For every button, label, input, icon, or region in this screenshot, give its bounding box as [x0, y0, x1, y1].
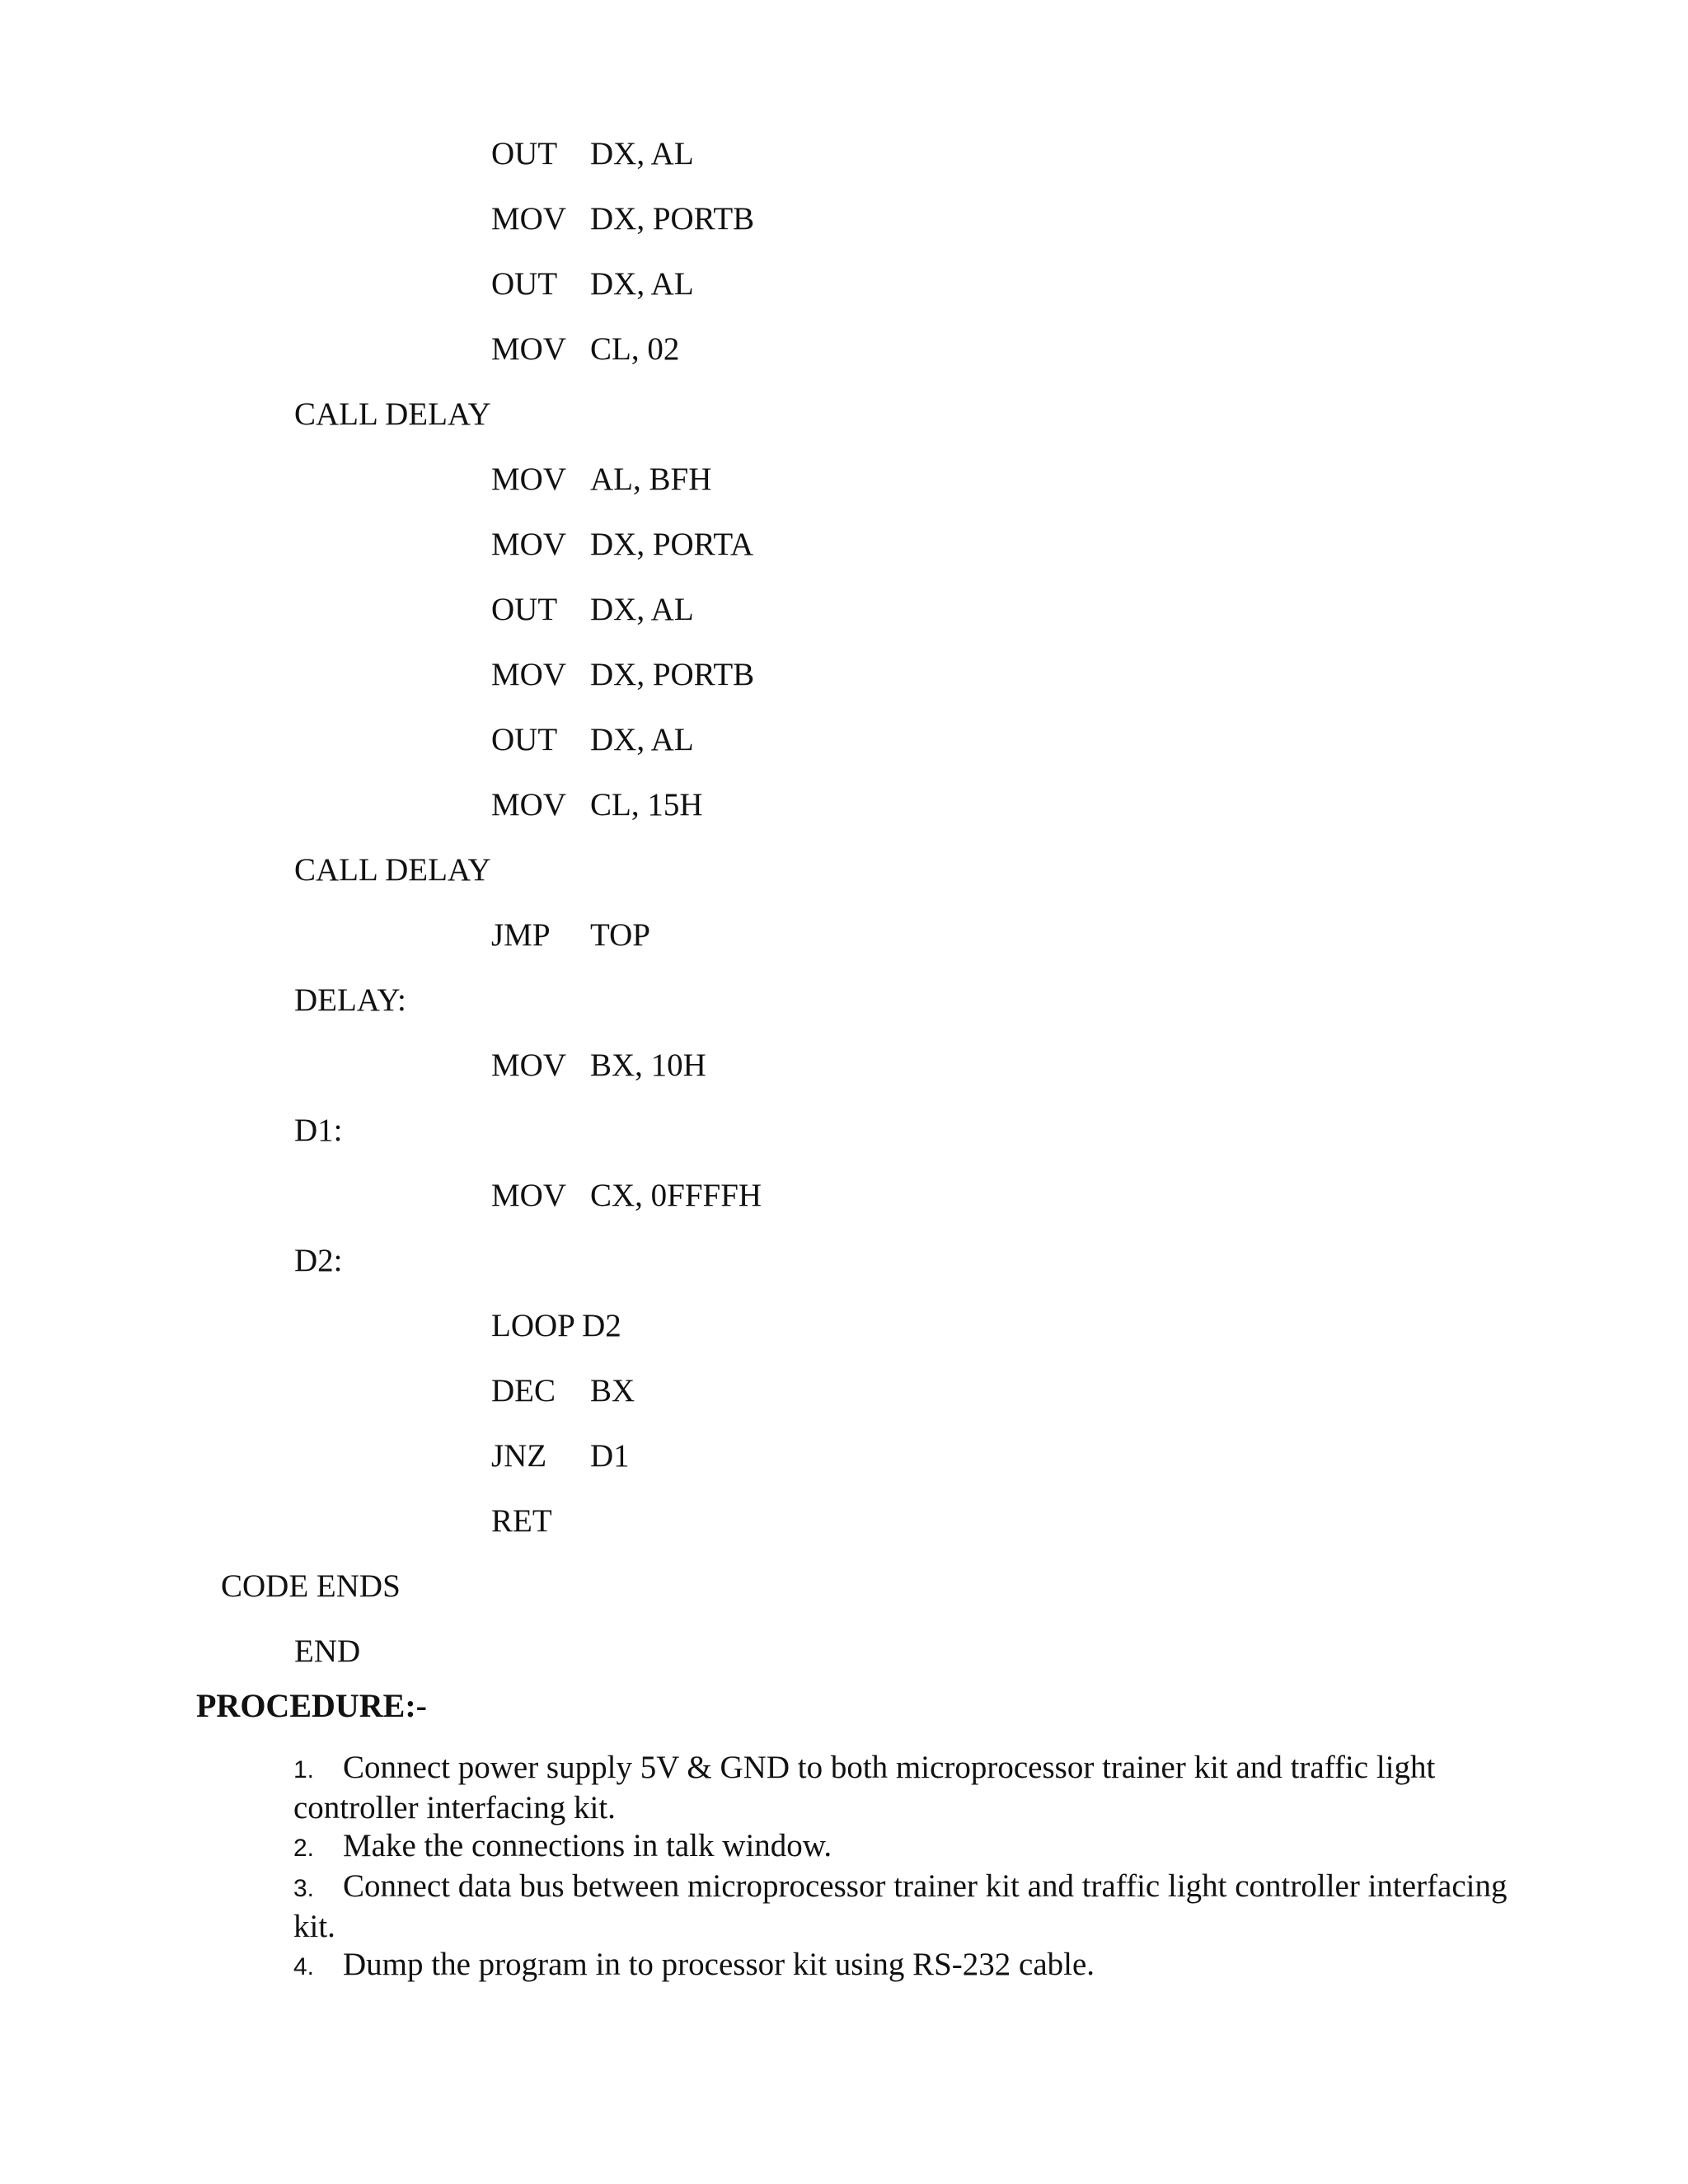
code-mnemonic: MOV [491, 462, 567, 497]
code-line [491, 330, 679, 369]
code-operands: DX, AL [590, 136, 694, 171]
procedure-step [293, 1946, 1530, 1986]
code-line [491, 134, 694, 174]
code-operands: DX, AL [590, 722, 694, 757]
code-label-line [294, 1111, 343, 1151]
code-line [491, 655, 754, 695]
code-mnemonic: OUT [491, 136, 558, 171]
code-label: END [294, 1633, 361, 1669]
code-mnemonic: MOV [491, 657, 567, 692]
code-line [491, 1502, 590, 1541]
code-operands: DX, PORTA [590, 527, 754, 562]
code-label-line [221, 1567, 401, 1606]
procedure-steps [293, 1749, 1530, 1986]
code-mnemonic: MOV [491, 201, 567, 237]
step-number: 1. [293, 1756, 315, 1783]
code-operands: BX [590, 1373, 635, 1408]
code-operands: AL, BFH [590, 462, 712, 497]
procedure-heading: PROCEDURE:- [196, 1687, 427, 1724]
code-line [491, 720, 694, 760]
code-label-line [294, 981, 406, 1020]
code-mnemonic: MOV [491, 1178, 567, 1213]
code-mnemonic: MOV [491, 1047, 567, 1083]
code-mnemonic: LOOP D2 [491, 1308, 621, 1343]
code-mnemonic: MOV [491, 787, 567, 823]
step-text: Connect power supply 5V & GND to both microprocessor trainer kit and traffic light controller interfacing kit. [293, 1750, 1436, 1825]
code-operands: D1 [590, 1438, 630, 1474]
code-operands: CX, 0FFFFH [590, 1178, 762, 1213]
code-line [491, 785, 703, 825]
code-operands: DX, PORTB [590, 201, 755, 237]
code-line [491, 460, 711, 499]
code-line [491, 199, 754, 239]
step-number: 2. [293, 1835, 315, 1862]
procedure-step [293, 1749, 1530, 1827]
code-label: D2: [294, 1243, 343, 1278]
code-line [491, 1176, 762, 1216]
code-mnemonic: JMP [491, 917, 551, 953]
code-line [491, 590, 694, 630]
code-label: CALL DELAY [294, 852, 491, 888]
code-operands: BX, 10H [590, 1047, 706, 1083]
step-number: 3. [293, 1875, 315, 1902]
code-line [491, 916, 650, 955]
code-operands: DX, AL [590, 266, 694, 302]
code-mnemonic: JNZ [491, 1438, 547, 1474]
code-line [491, 525, 753, 565]
code-mnemonic: OUT [491, 722, 558, 757]
code-mnemonic: MOV [491, 527, 567, 562]
step-text: Connect data bus between microprocessor trainer kit and traffic light controller interfacing kit. [293, 1868, 1507, 1944]
code-label: DELAY: [294, 982, 406, 1018]
code-mnemonic: MOV [491, 331, 567, 367]
code-line [491, 1436, 630, 1476]
step-text: Dump the program in to processor kit using RS-232 cable. [343, 1947, 1095, 1982]
code-operands: CL, 02 [590, 331, 680, 367]
code-label-line [294, 1632, 360, 1671]
procedure-step [293, 1868, 1530, 1946]
code-label: CODE ENDS [221, 1568, 401, 1604]
code-mnemonic: DEC [491, 1373, 556, 1408]
code-line [491, 1371, 635, 1411]
code-operands: DX, PORTB [590, 657, 755, 692]
code-operands: DX, AL [590, 592, 694, 627]
procedure-step [293, 1827, 1530, 1868]
code-line [491, 1046, 706, 1085]
code-label: CALL DELAY [294, 396, 491, 432]
code-line [491, 1306, 621, 1346]
code-label: D1: [294, 1113, 343, 1148]
code-operands: TOP [590, 917, 650, 953]
code-line [491, 265, 694, 304]
step-text: Make the connections in talk window. [343, 1828, 832, 1863]
code-mnemonic: OUT [491, 266, 558, 302]
code-mnemonic: OUT [491, 592, 558, 627]
code-mnemonic: RET [491, 1503, 552, 1539]
code-label-line [294, 851, 491, 890]
code-label-line [294, 395, 491, 434]
code-operands: CL, 15H [590, 787, 703, 823]
step-number: 4. [293, 1953, 315, 1980]
code-label-line [294, 1241, 343, 1281]
